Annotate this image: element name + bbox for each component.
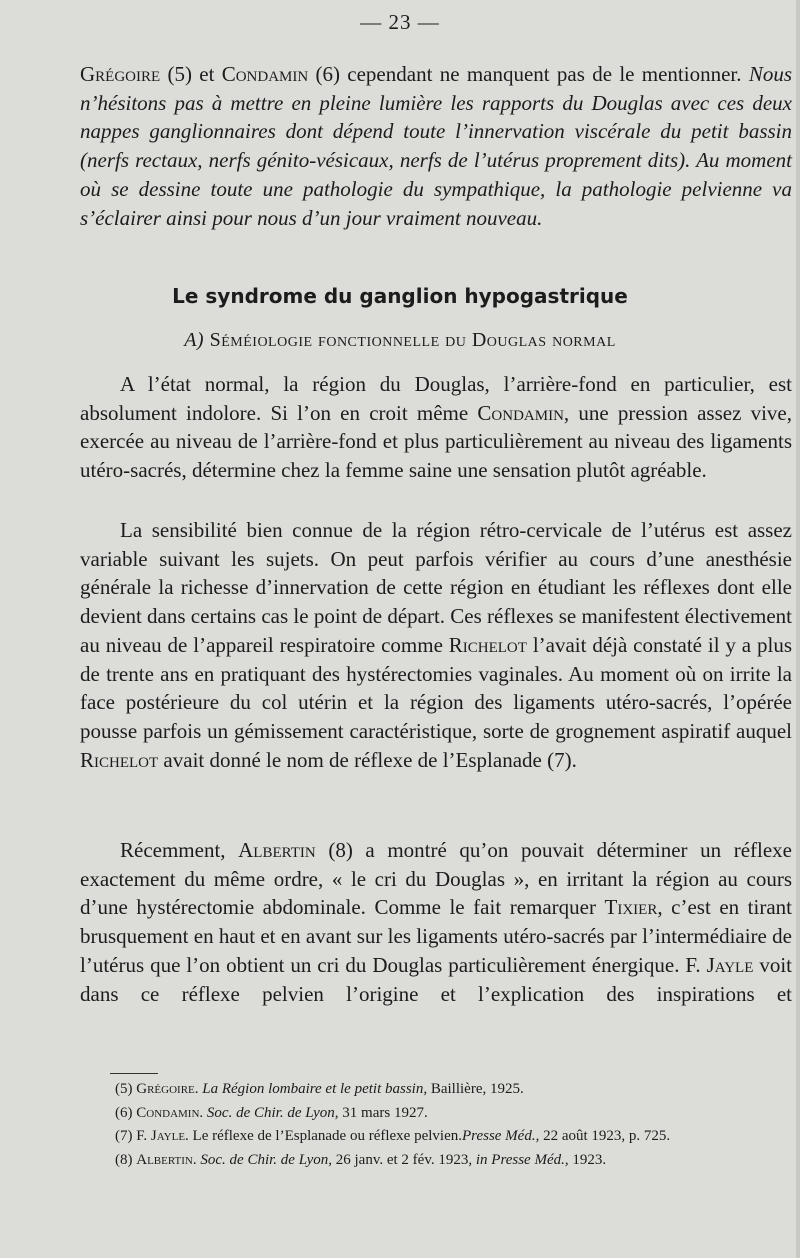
page-edge-shadow [796,0,800,1258]
footnote-7: (7) F. Jayle. Le réflexe de l’Esplanade ou réflexe pelvien.Presse Méd., 22 août 1923, p. 725. [115,1128,671,1144]
subsection-letter: A) [184,329,205,351]
author-name: Condamin [477,400,564,425]
footnote-8: (8) Albertin. Soc. de Chir. de Lyon, 26 janv. et 2 fév. 1923, in Presse Méd., 1923. [115,1151,607,1168]
subsection-title: Séméiologie fonctionnelle du Douglas normal [209,329,616,351]
author-name: Grégoire [80,62,161,86]
page-number: — 23 — [360,10,440,34]
paragraph-3: Récemment, Albertin (8) a montré qu’on pouvait déterminer un réflexe exactement du même ordre, « le cri du Douglas », en irritant la région au cours d’une hystérectomie abdominale. Comme le fait remarquer Tixier, c’est en tirant brusquement en haut et en avant sur les ligaments utéro-sacrés par l’intermédiaire de l’utérus que l’on obtient un cri du Douglas particulièrement énergique. F. Jayle voit dans ce réflexe pelvien l’origine et l’explication des inspirations et [80,838,792,1006]
italic-statement: Nous n’hésitons pas à mettre en pleine lumière les rapports du Douglas avec ces deux nappes ganglionnaires dont dépend toute l’innervation viscérale du petit bassin (nerfs rectaux, nerfs génito-vésicaux, nerfs de l’utérus proprement dits). Au moment où se dessine toute une pathologie du sympathique, la pathologie pelvienne va s’éclairer ainsi pour nous d’un jour vraiment nouveau. [80,62,792,230]
footnote-5: (5) Grégoire. La Région lombaire et le petit bassin, Baillière, 1925. [115,1081,524,1097]
section-heading: Le syndrome du ganglion hypogastrique [172,284,628,308]
author-name: Jayle [706,952,754,977]
paragraph-2: La sensibilité bien connue de la région rétro-cervicale de l’utérus est assez variable suivant les sujets. On peut parfois vérifier au cours d’une anesthésie générale la richesse d’innervation de cette région en étudiant les réflexes dont elle devient dans certains cas le point de départ. Ces réflexes se manifestent électivement au niveau de l’appareil respiratoire comme Richelot l’avait déjà constaté il y a plus de trente ans en pratiquant des hystérectomies vaginales. Au moment où on irrite la face postérieure du col utérin et la région des ligaments utéro-sacrés, l’opérée pousse parfois un gémissement caractéristique, sorte de grognement aspiratif auquel Richelot avait donné le nom de réflexe de l’Esplanade (7). [80,518,792,772]
paragraph-1: A l’état normal, la région du Douglas, l’arrière-fond en particulier, est absolument indolore. Si l’on en croit même Condamin, une pression assez vive, exercée au niveau de l’arrière-fond et plus particulièrement au niveau des ligaments utéro-sacrés, détermine chez la femme saine une sensation plutôt agréable. [80,372,792,483]
author-name: Tixier [604,895,658,920]
footnote-divider [110,1073,158,1074]
author-name: Condamin [221,62,309,86]
footnote-6: (6) Condamin. Soc. de Chir. de Lyon, 31 mars 1927. [115,1104,428,1121]
intro-paragraph: Grégoire (5) et Condamin (6) cependant ne manquent pas de le mentionner. Nous n’hésitons pas à mettre en pleine lumière les rapports du Douglas avec ces deux nappes ganglionnaires dont dépend toute l’innervation viscérale du petit bassin (nerfs rectaux, nerfs génito-vésicaux, nerfs de l’utérus proprement dits). Au moment où se dessine toute une pathologie du sympathique, la pathologie pelvienne va s’éclairer ainsi pour nous d’un jour vraiment nouveau. [80,62,792,230]
footnotes [115,1078,795,1172]
author-name: Richelot [448,632,527,657]
author-name: Richelot [80,747,159,772]
author-name: Albertin [238,838,316,862]
subsection-heading [0,329,800,352]
